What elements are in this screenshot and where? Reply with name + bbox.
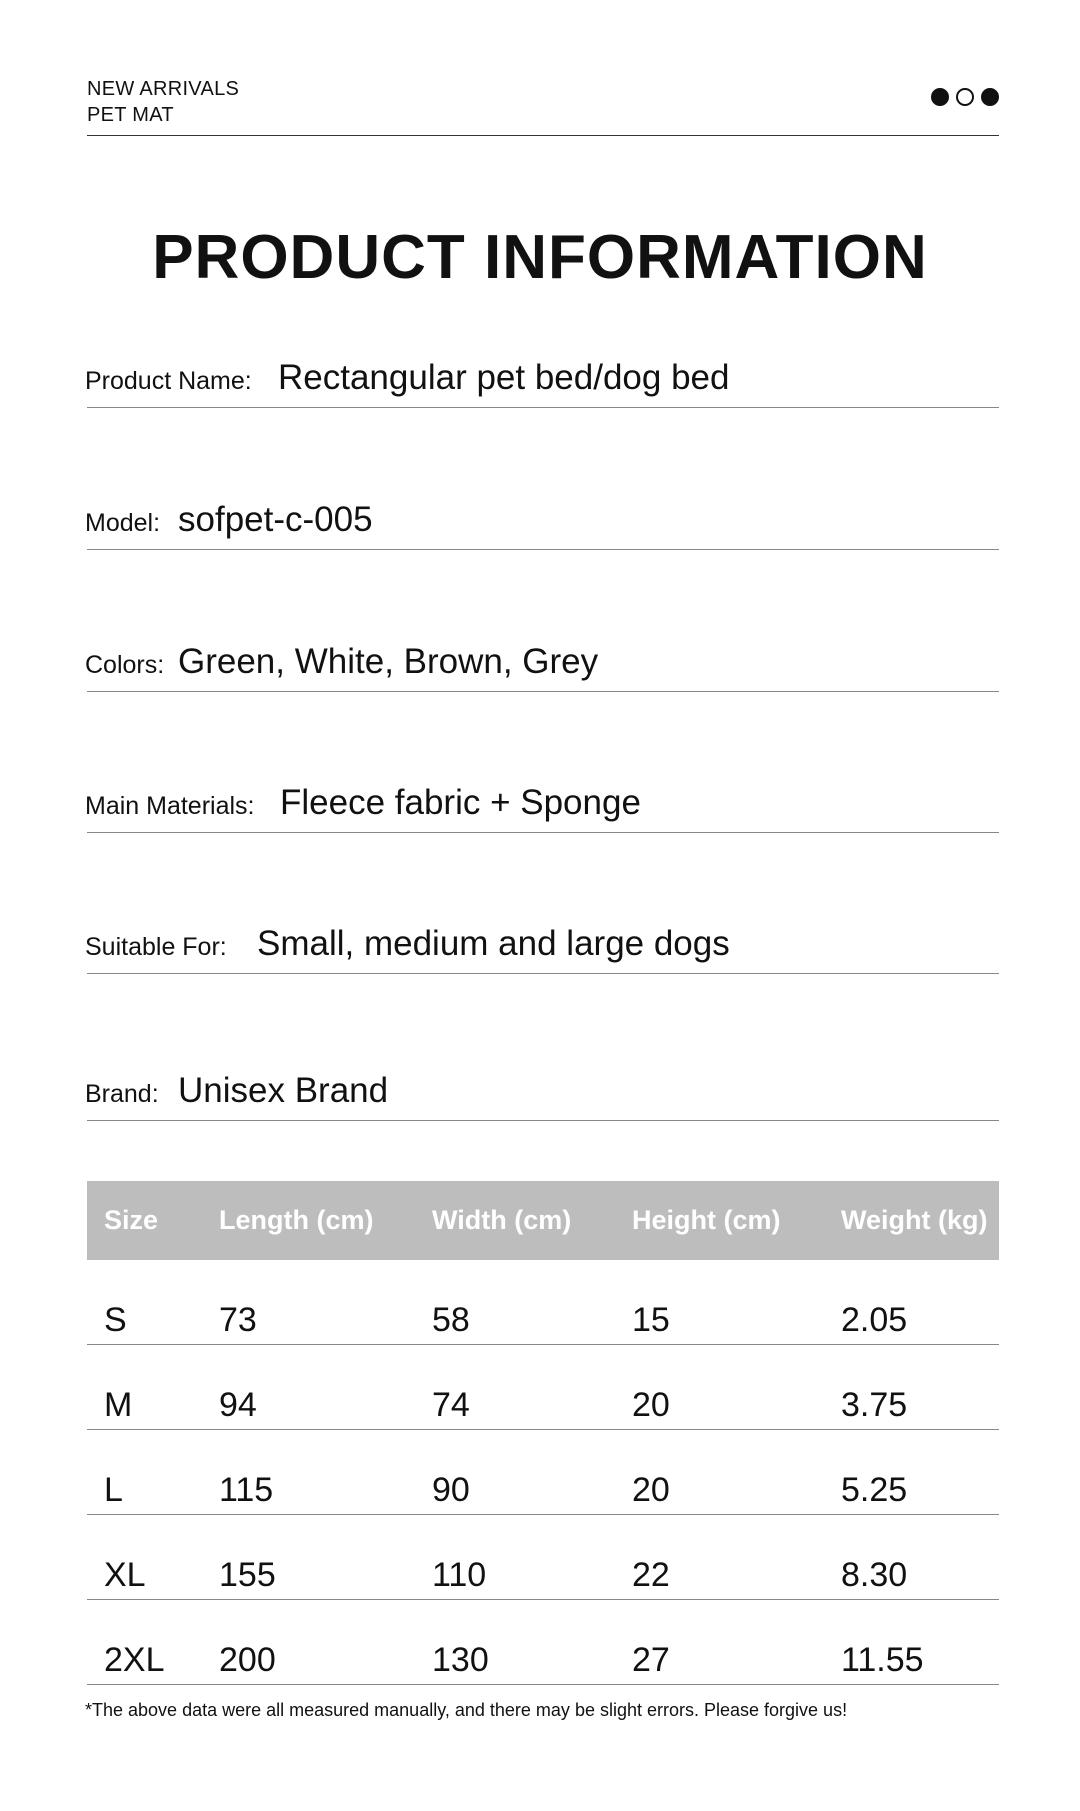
info-row-product-name	[85, 358, 999, 408]
cell-length: 200	[219, 1641, 276, 1679]
header-weight: Weight (kg)	[841, 1205, 988, 1235]
info-row-model	[85, 500, 999, 550]
suitable-for-value: Small, medium and large dogs	[257, 924, 730, 963]
cell-width: 90	[432, 1471, 470, 1509]
cell-length: 73	[219, 1301, 257, 1339]
info-row-brand	[85, 1071, 999, 1121]
cell-weight: 11.55	[841, 1641, 924, 1679]
row-divider	[87, 691, 999, 692]
cell-width: 130	[432, 1641, 489, 1679]
colors-label: Colors:	[85, 651, 165, 679]
materials-value: Fleece fabric + Sponge	[280, 783, 641, 822]
header-width: Width (cm)	[432, 1205, 572, 1235]
hollow-dot-icon	[956, 88, 974, 106]
product-name-label: Product Name:	[85, 367, 252, 395]
cell-length: 115	[219, 1471, 274, 1509]
cell-weight: 5.25	[841, 1471, 908, 1509]
header-length: Length (cm)	[219, 1205, 374, 1235]
dot-indicator	[931, 88, 999, 106]
header	[87, 76, 999, 128]
size-table	[87, 1181, 999, 1685]
cell-height: 15	[632, 1301, 670, 1339]
header-new-arrivals: NEW ARRIVALS	[87, 78, 240, 100]
header-divider	[87, 135, 999, 136]
row-divider	[87, 832, 999, 833]
table-row	[87, 1600, 999, 1685]
materials-label: Main Materials:	[85, 792, 255, 820]
size-table-header	[87, 1181, 999, 1260]
colors-value: Green, White, Brown, Grey	[178, 642, 599, 681]
row-divider	[87, 973, 999, 974]
product-name-value: Rectangular pet bed/dog bed	[278, 358, 730, 397]
cell-weight: 3.75	[841, 1386, 908, 1424]
info-row-colors	[85, 642, 999, 692]
cell-width: 110	[432, 1556, 487, 1594]
header-height: Height (cm)	[632, 1205, 781, 1235]
cell-weight: 2.05	[841, 1301, 908, 1339]
cell-size: 2XL	[104, 1641, 165, 1679]
cell-size: XL	[104, 1556, 146, 1594]
cell-height: 20	[632, 1386, 670, 1424]
footnote: *The above data were all measured manually, and there may be slight errors. Please forgive us!	[85, 1700, 848, 1720]
header-size: Size	[104, 1205, 159, 1235]
cell-width: 58	[432, 1301, 470, 1339]
cell-length: 155	[219, 1556, 276, 1594]
cell-weight: 8.30	[841, 1556, 908, 1594]
table-row	[87, 1515, 999, 1600]
page-title: PRODUCT INFORMATION	[152, 223, 928, 292]
model-value: sofpet-c-005	[178, 500, 373, 539]
cell-size: S	[104, 1301, 127, 1339]
cell-height: 22	[632, 1556, 670, 1594]
info-row-suitable-for	[85, 924, 999, 974]
cell-height: 27	[632, 1641, 670, 1679]
suitable-for-label: Suitable For:	[85, 933, 227, 961]
cell-length: 94	[219, 1386, 257, 1424]
brand-value: Unisex Brand	[178, 1071, 389, 1110]
brand-label: Brand:	[85, 1080, 159, 1108]
row-divider	[87, 549, 999, 550]
cell-height: 20	[632, 1471, 670, 1509]
cell-size: L	[104, 1471, 123, 1509]
info-row-materials	[85, 783, 999, 833]
table-row	[87, 1345, 999, 1430]
filled-dot-icon	[981, 88, 999, 106]
row-divider	[87, 407, 999, 408]
table-row	[87, 1260, 999, 1345]
model-label: Model:	[85, 509, 161, 537]
table-row	[87, 1430, 999, 1515]
header-pet-mat: PET MAT	[87, 104, 174, 126]
cell-size: M	[104, 1386, 133, 1424]
cell-width: 74	[432, 1386, 470, 1424]
filled-dot-icon	[931, 88, 949, 106]
row-divider	[87, 1120, 999, 1121]
